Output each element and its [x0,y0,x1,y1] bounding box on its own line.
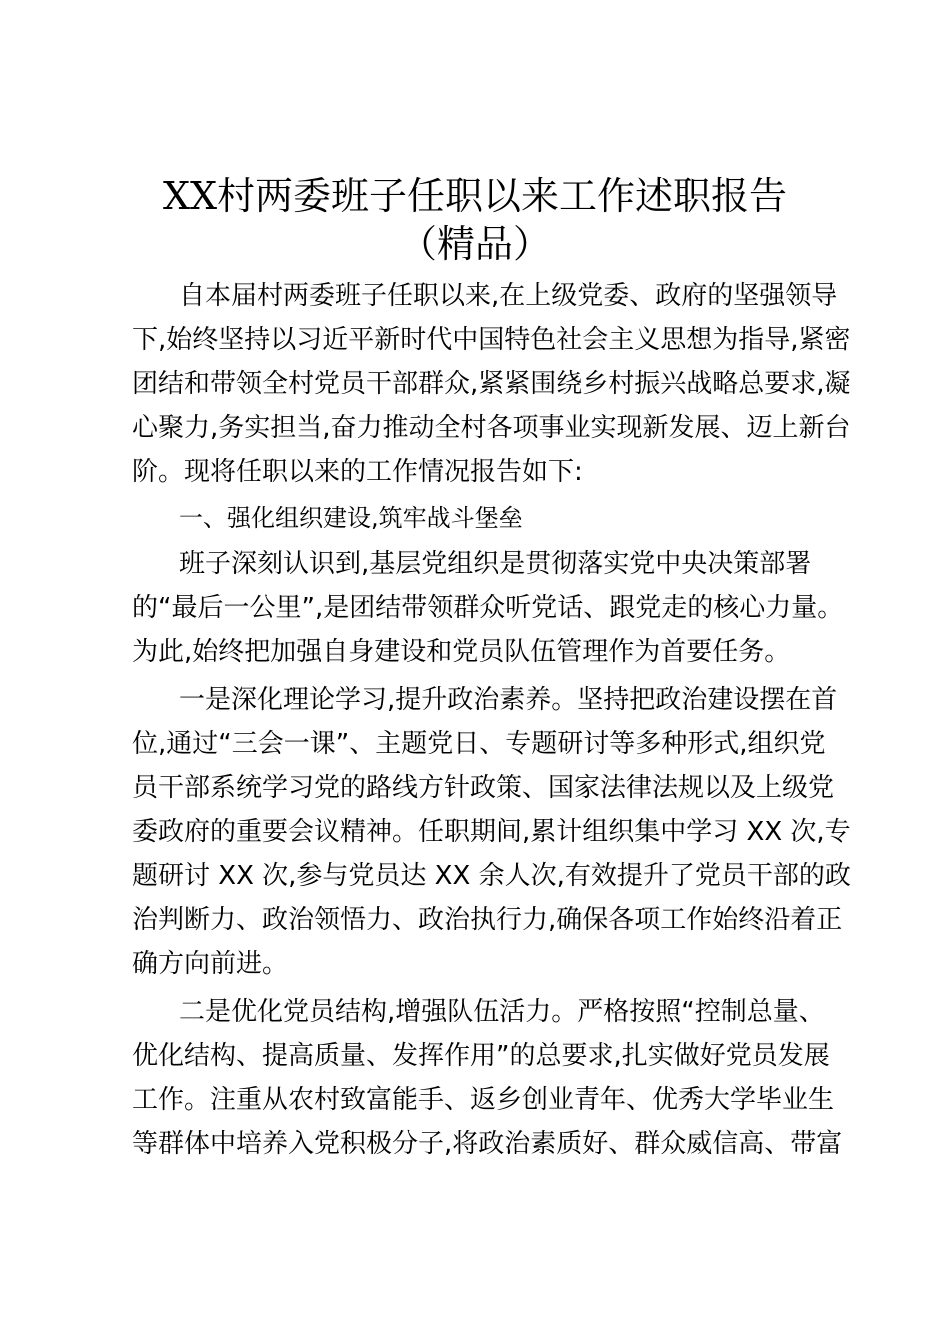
paragraph-line: 心聚力,务实担当,奋力推动全村各项事业实现新发展、迈上新台 [132,413,851,443]
paragraph-line: 班子深刻认识到,基层党组织是贯彻落实党中央决策部署 [179,549,812,579]
paragraph-line: 为此,始终把加强自身建设和党员队伍管理作为首要任务。 [132,637,791,667]
paragraph-line: 位,通过“三会一课”、主题党日、专题研讨等多种形式,组织党 [132,729,826,759]
document-title-line-1: XX村两委班子任职以来工作述职报告 [162,174,788,218]
paragraph-line: 一是深化理论学习,提升政治素养。坚持把政治建设摆在首 [179,685,838,715]
paragraph-line: 自本届村两委班子任职以来,在上级党委、政府的坚强领导 [179,281,838,311]
paragraph-line: 工作。注重从农村致富能手、返乡创业青年、优秀大学毕业生 [132,1085,835,1115]
paragraph-line: 二是优化党员结构,增强队伍活力。严格按照“控制总量、 [179,997,825,1027]
paragraph-line: 题研讨 XX 次,参与党员达 XX 余人次,有效提升了党员干部的政 [132,861,851,891]
paragraph-line: 治判断力、政治领悟力、政治执行力,确保各项工作始终沿着正 [132,905,843,935]
paragraph-line: 委政府的重要会议精神。任职期间,累计组织集中学习 XX 次,专 [132,817,851,847]
paragraph-line: 确方向前进。 [132,949,289,979]
paragraph-line: 的“最后一公里”,是团结带领群众听党话、跟党走的核心力量。 [132,593,844,623]
paragraph-line: 等群体中培养入党积极分子,将政治素质好、群众威信高、带富 [132,1129,843,1159]
paragraph-line: 员干部系统学习党的路线方针政策、国家法律法规以及上级党 [132,773,835,803]
paragraph-line: 优化结构、提高质量、发挥作用”的总要求,扎实做好党员发展 [132,1041,830,1071]
paragraph-line: 下,始终坚持以习近平新时代中国特色社会主义思想为指导,紧密 [132,325,851,355]
section-heading: 一、强化组织建设,筑牢战斗堡垒 [179,504,523,532]
paragraph-line: 团结和带领全村党员干部群众,紧紧围绕乡村振兴战略总要求,凝 [132,369,851,399]
paragraph-line: 阶。现将任职以来的工作情况报告如下: [132,457,583,487]
document-title-line-2: （精品） [398,222,551,266]
